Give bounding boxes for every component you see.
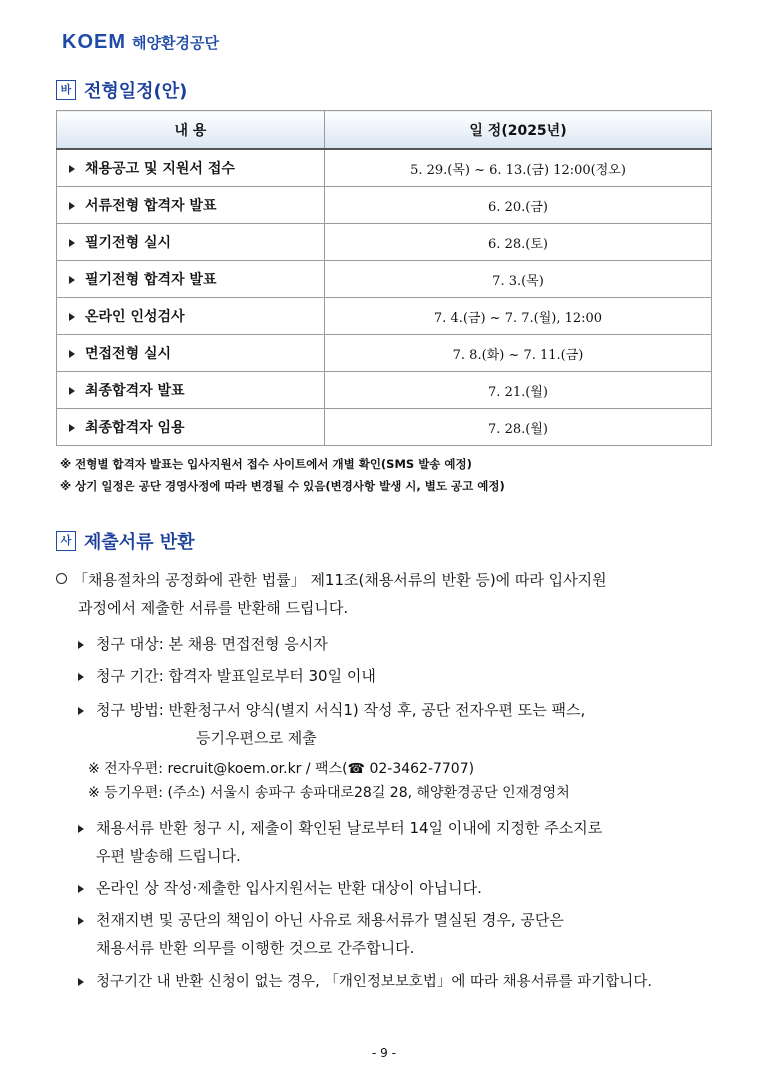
triangle-bullet-icon — [78, 978, 84, 986]
schedule-note: ※ 전형별 합격자 발표는 입사지원서 접수 사이트에서 개별 확인(SMS 발송 예정) — [60, 457, 472, 471]
triangle-bullet-icon — [69, 313, 75, 321]
row-item: 서류전형 합격자 발표 — [85, 198, 217, 214]
return-info: 채용서류 반환 청구 시, 제출이 확인된 날로부터 14일 이내에 지정한 주소지로 — [96, 819, 603, 837]
online-info: 온라인 상 작성·제출한 입사지원서는 반환 대상이 아닙니다. — [96, 879, 482, 897]
triangle-bullet-icon — [69, 239, 75, 247]
triangle-bullet-icon — [69, 202, 75, 210]
row-date: 6. 28.(토) — [325, 224, 712, 261]
section-title: 제출서류 반환 — [84, 532, 195, 553]
intro-paragraph — [56, 566, 716, 622]
section-heading-schedule — [56, 77, 187, 103]
table-row — [57, 224, 712, 261]
page-number: - 9 - — [372, 1046, 396, 1060]
row-item: 필기전형 합격자 발표 — [85, 272, 217, 288]
row-item: 면접전형 실시 — [85, 346, 172, 362]
table-row — [57, 409, 712, 446]
row-item: 최종합격자 발표 — [85, 383, 185, 399]
row-item: 최종합격자 임용 — [85, 420, 185, 436]
logo — [62, 30, 219, 54]
table-row — [57, 261, 712, 298]
triangle-bullet-icon — [78, 707, 84, 715]
table-row — [57, 187, 712, 224]
row-item: 채용공고 및 지원서 접수 — [85, 161, 235, 177]
destroy-info: 청구기간 내 반환 신청이 없는 경우, 「개인정보보호법」에 따라 채용서류를 파기합니다. — [96, 974, 652, 990]
list-item — [78, 874, 718, 902]
row-date: 7. 28.(월) — [325, 409, 712, 446]
row-item: 온라인 인성검사 — [85, 309, 185, 325]
return-info-cont: 우편 발송해 드립니다. — [96, 847, 241, 865]
triangle-bullet-icon — [78, 641, 84, 649]
triangle-bullet-icon — [69, 276, 75, 284]
table-header-row — [57, 111, 712, 150]
triangle-bullet-icon — [78, 885, 84, 893]
triangle-bullet-icon — [69, 350, 75, 358]
circle-bullet-icon — [56, 573, 67, 584]
schedule-note: ※ 상기 일정은 공단 경영사정에 따라 변경될 수 있음(변경사항 발생 시, 별도 공고 예정) — [60, 479, 505, 493]
row-date: 7. 8.(화) ~ 7. 11.(금) — [325, 335, 712, 372]
list-item — [78, 814, 718, 870]
triangle-bullet-icon — [78, 673, 84, 681]
triangle-bullet-icon — [69, 424, 75, 432]
list-item — [78, 630, 718, 658]
schedule-table — [56, 110, 712, 446]
list-item — [78, 662, 718, 690]
mail-note: ※ 등기우편: (주소) 서울시 송파구 송파대로28길 28, 해양환경공단 인재경영처 — [88, 785, 570, 801]
table-row — [57, 149, 712, 187]
table-header-content: 내 용 — [57, 111, 325, 150]
intro-line: 과정에서 제출한 서류를 반환해 드립니다. — [78, 599, 349, 617]
logo-org-name: 해양환경공단 — [132, 33, 219, 52]
triangle-bullet-icon — [69, 165, 75, 173]
claim-target: 청구 대상: 본 채용 면접전형 응시자 — [96, 635, 328, 653]
disaster-info: 천재지변 및 공단의 책임이 아닌 사유로 채용서류가 멸실된 경우, 공단은 — [96, 911, 564, 929]
section-heading-documents — [56, 528, 195, 554]
list-item — [78, 906, 718, 962]
list-item — [78, 696, 718, 752]
claim-method-cont: 등기우편으로 제출 — [196, 729, 317, 747]
claim-period: 청구 기간: 합격자 발표일로부터 30일 이내 — [96, 667, 376, 685]
table-header-schedule: 일 정(2025년) — [325, 111, 712, 150]
row-item: 필기전형 실시 — [85, 235, 172, 251]
email-note: ※ 전자우편: recruit@koem.or.kr / 팩스(☎ 02-3462-7707) — [88, 761, 475, 777]
row-date: 7. 3.(목) — [325, 261, 712, 298]
row-date: 6. 20.(금) — [325, 187, 712, 224]
table-row — [57, 372, 712, 409]
table-row — [57, 335, 712, 372]
triangle-bullet-icon — [78, 917, 84, 925]
table-row — [57, 298, 712, 335]
claim-method: 청구 방법: 반환청구서 양식(별지 서식1) 작성 후, 공단 전자우편 또는 팩스, — [96, 701, 586, 719]
section-marker: 바 — [56, 80, 76, 100]
list-item — [78, 968, 718, 996]
disaster-info-cont: 채용서류 반환 의무를 이행한 것으로 간주합니다. — [96, 939, 415, 957]
section-marker: 사 — [56, 531, 76, 551]
row-date: 7. 21.(월) — [325, 372, 712, 409]
intro-line: 「채용절차의 공정화에 관한 법률」 제11조(채용서류의 반환 등)에 따라 입사지원 — [73, 571, 607, 589]
row-date: 7. 4.(금) ~ 7. 7.(월), 12:00 — [325, 298, 712, 335]
triangle-bullet-icon — [78, 825, 84, 833]
triangle-bullet-icon — [69, 387, 75, 395]
logo-mark: KOEM — [62, 30, 126, 53]
row-date: 5. 29.(목) ~ 6. 13.(금) 12:00(정오) — [325, 149, 712, 187]
section-title: 전형일정(안) — [84, 81, 188, 102]
